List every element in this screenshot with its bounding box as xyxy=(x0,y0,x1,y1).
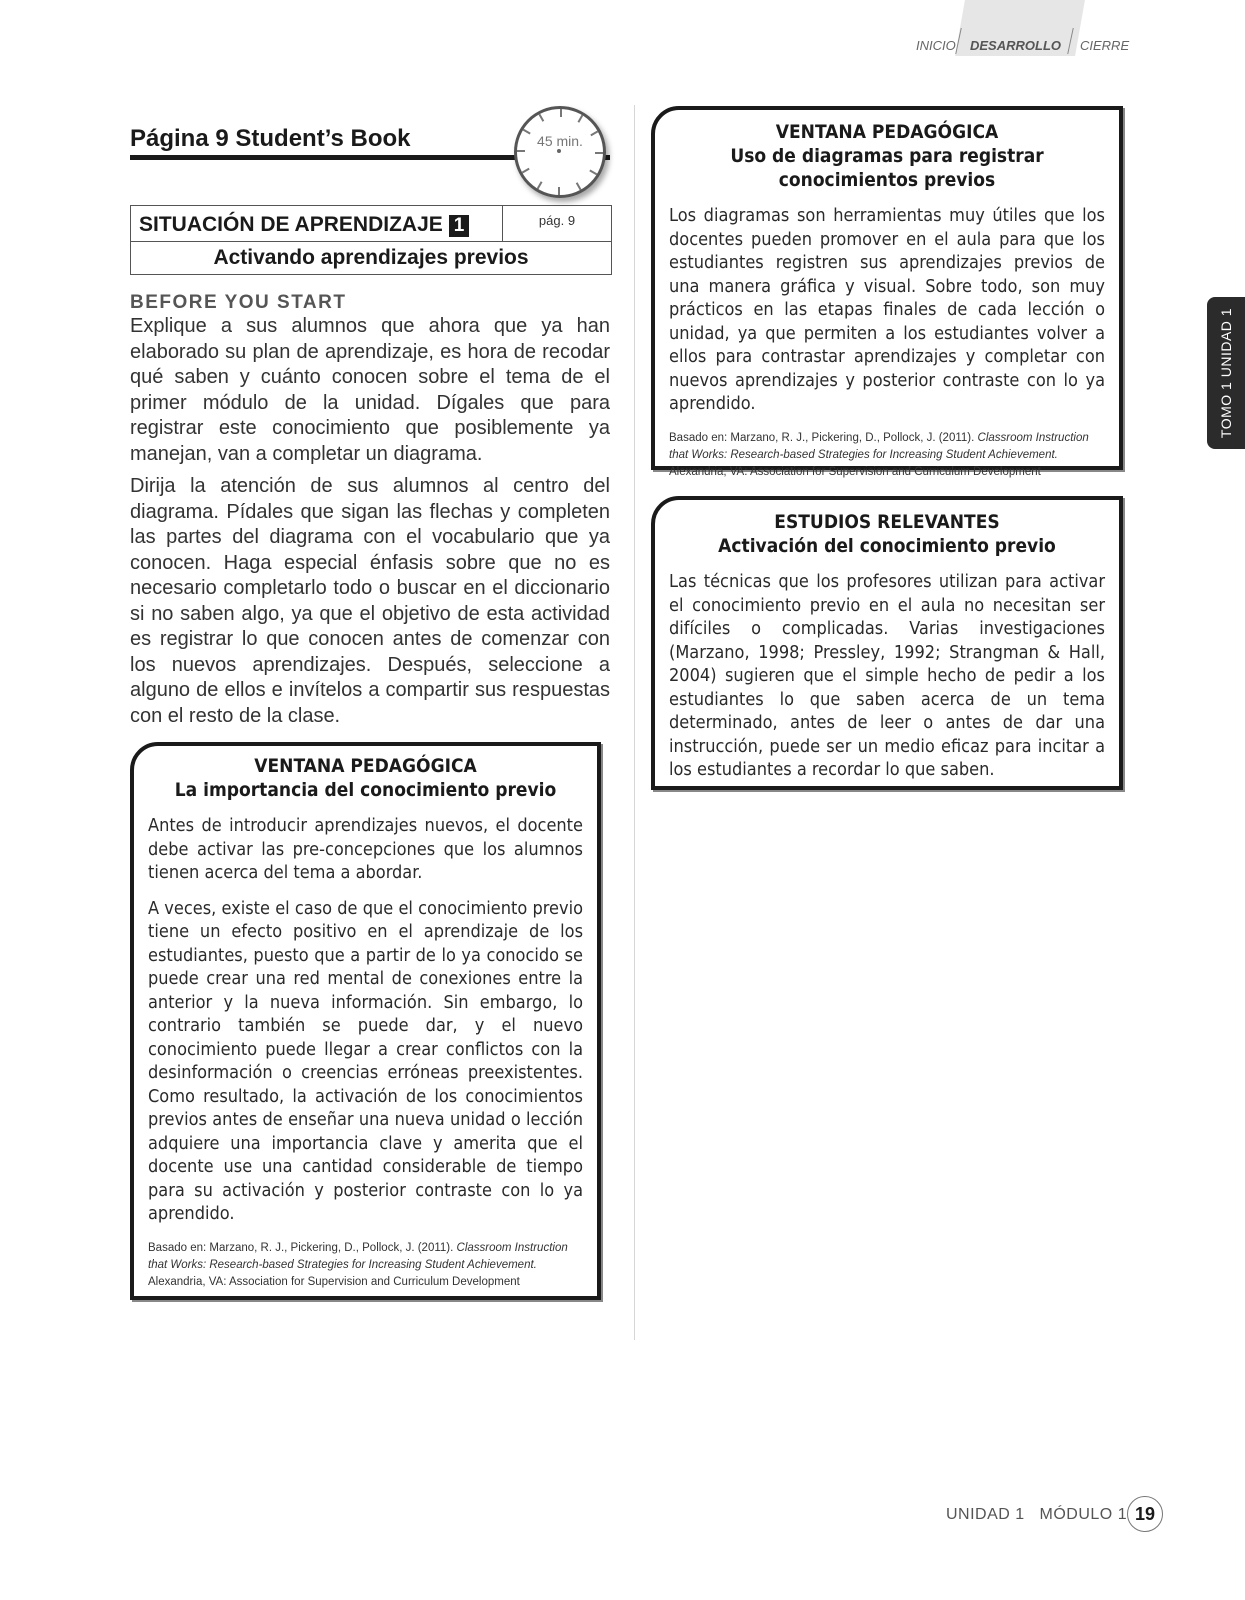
box-paragraph: A veces, existe el caso de que el conocimiento previo tiene un efecto positivo en el aprendizaje de los estudiantes, puesto que a partir de lo ya conocido se puede crear una red mental de conexiones entre la anterior y la nueva información. Sin embargo, lo contrario también se puede dar, y el nuevo conocimiento puede llegar a crear conflictos con la desinformación o creencias erróneas preexistentes. Como resultado, la activación de los conocimientos previos antes de enseñar una nueva unidad o lección adquiere una importancia clave y amerita que el docente use una cantidad considerable de tiempo para su activación y posterior contraste con lo ya aprendido. xyxy=(148,897,583,1224)
section-nav xyxy=(900,30,1140,58)
box-subheading: Activación del conocimiento previo xyxy=(718,535,1056,557)
box-heading: VENTANA PEDAGÓGICA xyxy=(775,121,999,143)
situacion-box xyxy=(130,205,612,275)
box-subheading: La importancia del conocimiento previo xyxy=(174,779,557,801)
page-number: 19 xyxy=(1127,1496,1163,1532)
box-subheading: Uso de diagramas para registrar conocimientos previos xyxy=(730,145,1044,191)
situacion-number: 1 xyxy=(449,215,470,237)
column-divider xyxy=(634,105,635,1340)
estudios-relevantes-box xyxy=(651,496,1123,790)
body-paragraph: Explique a sus alumnos que ahora que ya han elaborado su plan de aprendizaje, es hora de recodar qué saben y cuánto conocen sobre el tema de el primer módulo de la unidad. Dígales que para registrar este conocimiento que posiblemente ya manejan, van a completar un diagrama. xyxy=(130,315,610,465)
box-heading: VENTANA PEDAGÓGICA xyxy=(254,755,477,777)
box-paragraph: Los diagramas son herramientas muy útiles que los docentes pueden promover en el aula para que los estudiantes registren sus aprendizajes previos de una manera gráfica y visual. Sobre todo, son muy prácticos en las etapas finales de cada lección o unidad, ya que permiten a los estudiantes volver a ellos para contrastar aprendizajes y completar con nuevos aprendizajes y posterior contraste con lo ya aprendido. xyxy=(669,205,1105,414)
page-title: Página 9 Student’s Book xyxy=(130,125,411,152)
box-paragraph: Antes de introducir aprendizajes nuevos, el docente debe activar las pre-concepciones que los alumnos tienen acerca del tema a abordar. xyxy=(148,815,583,883)
ventana-pedagogica-box xyxy=(651,106,1123,478)
body-paragraph: Dirija la atención de sus alumnos al centro del diagrama. Pídales que sigan las flechas y completen las partes del diagrama con el vocabulario que ya conocen. Haga especial énfasis sobre que no es necesario completarlo todo o buscar en el diccionario si no saben algo, ya que el objetivo de esta actividad es registrar lo que conocen antes de comenzar con los nuevos aprendizajes. Después, seleccione a alguno de ellos e invítelos a compartir sus respuestas con el resto de la clase. xyxy=(130,475,610,727)
nav-desarrollo: DESARROLLO xyxy=(970,38,1061,53)
situacion-label: SITUACIÓN DE APRENDIZAJE 1 xyxy=(139,213,469,237)
box-heading: ESTUDIOS RELEVANTES xyxy=(774,511,1000,533)
box-paragraph: Las técnicas que los profesores utilizan para activar el conocimiento previo en el aula no necesitan ser difíciles o complicadas. Varias investigaciones (Marzano, 1998; Pressley, 1992; Strangman & Hall, 2004) sugieren que el simple hecho de pedir a los estudiantes lo que saben acerca de un tema determinado, antes de leer o antes de dar una instrucción, puede ser un medio eficaz para incitar a los estudiantes a recordar lo que saben. xyxy=(669,571,1105,780)
side-tab xyxy=(1207,297,1245,449)
page-reference: pág. 9 xyxy=(502,206,611,241)
box-citation: Basado en: Marzano, R. J., Pickering, D., Pollock, J. (2011). Classroom Instruction that Works: Research-based Strategies for Increasing Student Achievement. Alexandria, VA: Association for Supervision and Curriculum Development xyxy=(148,1241,568,1288)
clock-icon xyxy=(514,106,606,198)
side-tab-label: TOMO 1 UNIDAD 1 xyxy=(1218,307,1234,439)
section-heading: BEFORE YOU START xyxy=(130,292,347,313)
footer-label: UNIDAD 1 MÓDULO 1 xyxy=(946,1506,1128,1523)
situacion-subtitle: Activando aprendizajes previos xyxy=(213,246,529,269)
box-citation: Basado en: Marzano, R. J., Pickering, D., Pollock, J. (2011). Classroom Instruction that Works: Research-based Strategies for Increasing Student Achievement. Alexandria, VA: Association for Supervision and Curriculum Development xyxy=(669,431,1089,478)
nav-inicio: INICIO xyxy=(916,38,956,53)
nav-cierre: CIERRE xyxy=(1080,38,1130,53)
ventana-pedagogica-box xyxy=(130,742,601,1300)
clock-duration: 45 min. xyxy=(537,133,583,149)
